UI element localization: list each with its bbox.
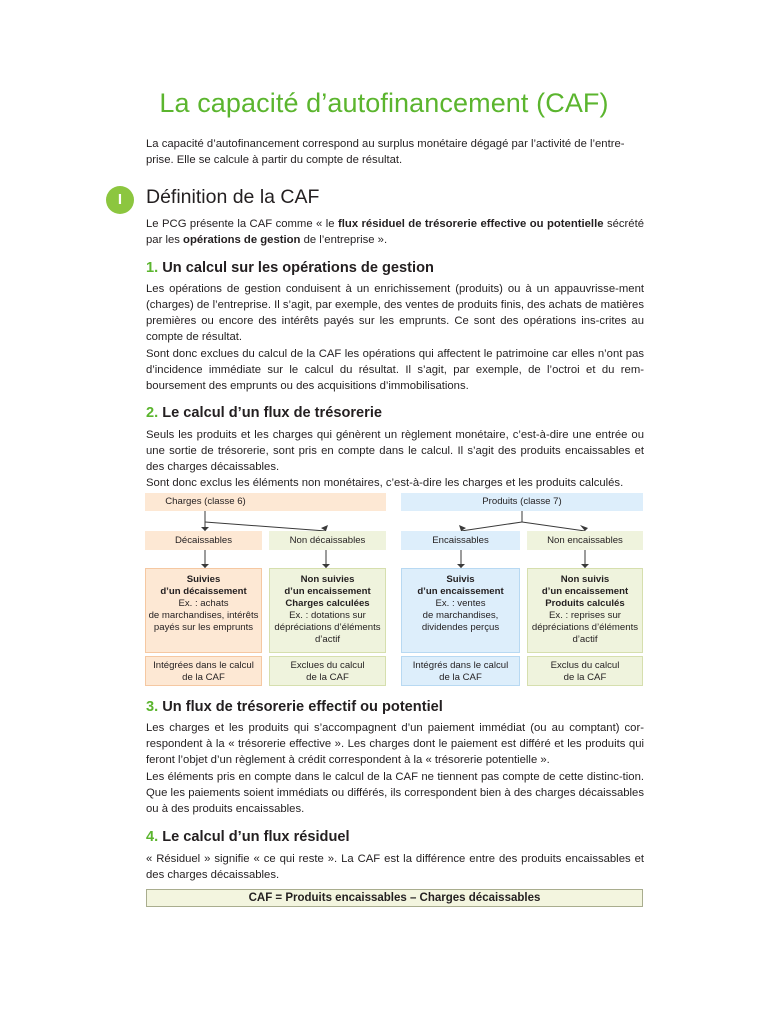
- definition-text: Le PCG présente la CAF comme « le: [146, 218, 339, 230]
- subsection-number: 2.: [146, 405, 159, 421]
- detail-line: d’un décaissement: [160, 586, 247, 597]
- detail-decaissables: [145, 568, 262, 653]
- detail-line: Non suivis: [560, 574, 610, 585]
- charges-header-label: Charges (classe 6): [165, 496, 246, 507]
- section-number-badge: I: [106, 186, 134, 214]
- subsection-title-3: [146, 699, 443, 715]
- detail-line: Ex. : achats: [178, 598, 229, 609]
- subsection-label: Un calcul sur les opérations de gestion: [158, 260, 434, 276]
- category-label: Non décaissables: [289, 534, 366, 546]
- detail-non-encaissables: [527, 568, 643, 653]
- intro-line: prise. Elle se calcule à partir du compte de résultat.: [146, 154, 403, 167]
- charges-header: [145, 493, 266, 511]
- detail-line: Suivies: [186, 574, 221, 585]
- detail-line: Produits calculés: [545, 598, 625, 609]
- produits-header: [401, 493, 643, 511]
- detail-line: de marchandises, intérêts: [148, 610, 259, 621]
- subsection-number: 1.: [146, 260, 159, 276]
- detail-non-decaissables: [269, 568, 386, 653]
- category-label: Encaissables: [432, 534, 489, 546]
- result-non-encaissables: [527, 656, 643, 686]
- definition-text: de l’entreprise ».: [300, 234, 388, 247]
- category-decaissables: [145, 531, 262, 550]
- detail-line: dépréciations d’éléments: [531, 622, 639, 633]
- subsection-3-paragraph-2: Les éléments pris en compte dans le calcul de la CAF ne tiennent pas compte de cette distinc-tion. Que les paiements soient immédiats ou différés, ils correspondent bien à des charges décaissables ou à des produits encaissables.: [146, 771, 644, 816]
- connector-line: [461, 522, 522, 531]
- detail-encaissables: [401, 568, 520, 653]
- result-decaissables: [145, 656, 262, 686]
- detail-line: d’actif: [314, 634, 341, 645]
- result-line: Exclus du calcul: [550, 660, 620, 671]
- result-encaissables: [401, 656, 520, 686]
- subsection-2-paragraph-2: Sont donc exclus les éléments non monétaires, c’est-à-dire les charges et les produits calculés.: [146, 477, 624, 489]
- detail-line: Ex. : reprises sur: [549, 610, 621, 621]
- detail-line: Suivis: [446, 574, 475, 585]
- subsection-title-4: [146, 829, 350, 845]
- detail-line: d’un encaissement: [284, 586, 371, 597]
- charges-header-fill: [266, 493, 386, 511]
- category-encaissables: [401, 531, 520, 550]
- detail-line: Charges calculées: [285, 598, 370, 609]
- detail-line: d’un encaissement: [541, 586, 629, 597]
- connector-line: [522, 522, 585, 531]
- result-line: de la CAF: [306, 672, 349, 683]
- category-label: Non encaissables: [547, 534, 623, 546]
- subsection-4-paragraph-1: « Résiduel » signifie « ce qui reste ». La CAF est la différence entre des produits encaissables et des charges décaissables.: [146, 853, 644, 882]
- intro-line: La capacité d’autofinancement correspond au surplus monétaire dégagé par l’activité de l’entre-: [146, 138, 625, 150]
- subsection-label: Le calcul d’un flux de trésorerie: [158, 405, 383, 421]
- detail-line: d’actif: [572, 634, 598, 645]
- result-line: de la CAF: [563, 672, 607, 683]
- category-non-encaissables: [527, 531, 643, 550]
- detail-line: dépréciations d’éléments: [274, 622, 381, 633]
- subsection-number: 4.: [146, 829, 159, 845]
- subsection-2-paragraph-1: Seuls les produits et les charges qui génèrent un règlement monétaire, c’est-à-dire une entrée ou une sortie de trésorerie, sont pris en compte dans le calcul. Il s’agit des produits encaissables et des charges décaissables.: [146, 429, 644, 474]
- result-line: de la CAF: [439, 672, 482, 683]
- detail-line: Ex. : ventes: [435, 598, 486, 609]
- category-non-decaissables: [269, 531, 386, 550]
- subsection-1-paragraph-1: Les opérations de gestion conduisent à un enrichissement (produits) ou à un appauvrisse-ment (charges) de l’entreprise. Il s’agit, par exemple, des ventes de produits finis, des achats de matières premières ou encore des intérêts payés sur les emprunts. Ce sont des opérations ins-crites au compte de résultat.: [146, 283, 644, 344]
- detail-line: d’un encaissement: [417, 586, 504, 597]
- result-line: Exclues du calcul: [290, 660, 365, 671]
- category-label: Décaissables: [174, 534, 233, 546]
- subsection-label: Le calcul d’un flux résiduel: [158, 829, 350, 845]
- detail-line: Ex. : dotations sur: [289, 610, 366, 621]
- definition-bold: flux résiduel de trésorerie effective ou potentielle: [338, 218, 604, 230]
- produits-header-label: Produits (classe 7): [482, 496, 562, 507]
- page-title: La capacité d’autofinancement (CAF): [159, 88, 609, 118]
- definition-text: sécrété par les: [146, 218, 644, 247]
- subsection-label: Un flux de trésorerie effectif ou potentiel: [158, 699, 443, 715]
- result-line: Intégrés dans le calcul: [412, 660, 509, 671]
- caf-formula: CAF = Produits encaissables – Charges décaissables: [146, 889, 643, 907]
- detail-line: payés sur les emprunts: [153, 622, 254, 633]
- detail-line: dividendes perçus: [421, 622, 500, 633]
- result-non-decaissables: [269, 656, 386, 686]
- section-title: Définition de la CAF: [146, 186, 320, 208]
- subsection-3-paragraph-1: Les charges et les produits qui s’accompagnent d’un paiement immédiat (ou au comptant) cor-respondent à la « trésorerie effective ». Les charges dont le paiement est différé et les produits qui feront l’objet d’un règlement à crédit correspondent à la « trésorerie potentielle ».: [146, 722, 644, 767]
- detail-line: Non suivies: [300, 574, 355, 585]
- definition-bold: opérations de gestion: [183, 234, 301, 247]
- subsection-number: 3.: [146, 699, 159, 715]
- result-line: de la CAF: [182, 672, 225, 683]
- detail-line: de marchandises,: [422, 610, 499, 621]
- subsection-1-paragraph-2: Sont donc exclues du calcul de la CAF les opérations qui affectent le patrimoine car elles n’ont pas d’incidence immédiate sur le calcul du résultat. Il s’agit, par exemple, de l’octroi et du rem-boursement des emprunts ou des acquisitions d’immobilisations.: [146, 348, 644, 393]
- connector-line: [205, 522, 326, 531]
- result-line: Intégrées dans le calcul: [153, 660, 254, 671]
